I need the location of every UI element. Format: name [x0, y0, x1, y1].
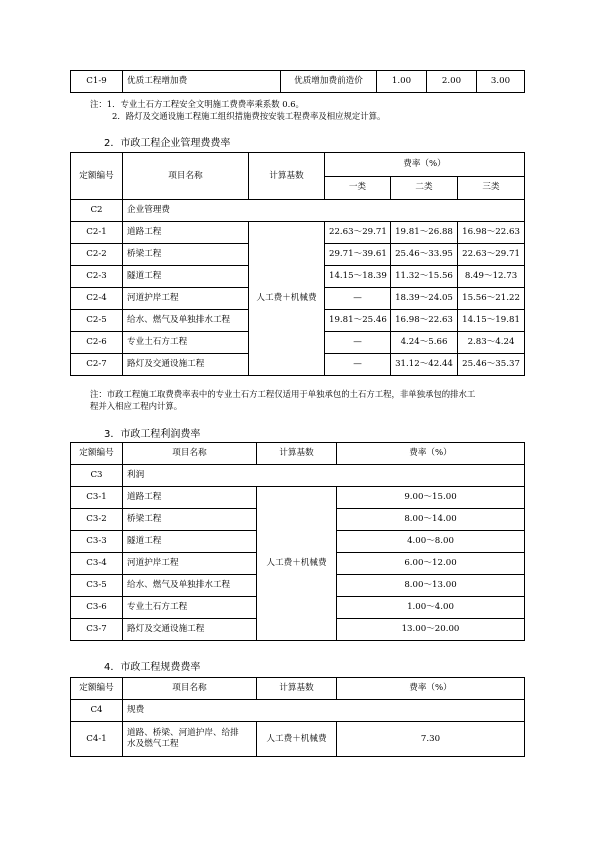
rate-cell: 1.00 — [377, 71, 427, 93]
name-cell: 路灯及交通设施工程 — [123, 354, 249, 376]
section-3-title: 3．市政工程利润费率 — [104, 429, 201, 440]
basis-cell: 人工费＋机械费 — [257, 487, 337, 641]
group-row — [71, 700, 525, 722]
group-code: C4 — [71, 700, 123, 722]
note-2 — [90, 388, 530, 412]
code-cell: C1-9 — [71, 71, 123, 93]
code-cell: C2-3 — [71, 266, 123, 288]
rate-cell: — — [325, 288, 391, 310]
rate-cell: 29.71～39.61 — [325, 244, 391, 266]
group-code: C2 — [71, 200, 123, 222]
header-class-1: 一类 — [325, 176, 391, 200]
rate-cell: 7.30 — [337, 722, 525, 757]
rate-cell: 19.81～25.46 — [325, 310, 391, 332]
rate-cell: 18.39～24.05 — [391, 288, 458, 310]
table-management-fee — [70, 152, 525, 376]
note-line: 注：1．专业土石方工程安全文明施工费费率乘系数 0.6。 — [90, 99, 304, 109]
header-code: 定额编号 — [71, 443, 123, 465]
table-row — [71, 487, 525, 509]
table-row — [71, 722, 525, 757]
code-cell: C3-2 — [71, 509, 123, 531]
rate-cell: 13.00～20.00 — [337, 619, 525, 641]
basis-cell: 人工费＋机械费 — [249, 222, 325, 376]
rate-cell: 11.32～15.56 — [391, 266, 458, 288]
name-cell: 给水、燃气及单独排水工程 — [123, 575, 257, 597]
name-cell: 给水、燃气及单独排水工程 — [123, 310, 249, 332]
header-class-3: 三类 — [458, 176, 525, 200]
note-line: 注：市政工程施工取费费率表中的专业土石方工程仅适用于单独承包的土石方工程，非单独承包的排水工 — [90, 389, 476, 399]
table-c1-tail — [70, 70, 525, 93]
rate-cell: 4.24～5.66 — [391, 332, 458, 354]
header-name: 项目名称 — [123, 678, 257, 700]
name-cell: 专业土石方工程 — [123, 597, 257, 619]
name-line: 水及燃气工程 — [127, 739, 179, 749]
note-line: 程并入相应工程内计算。 — [90, 401, 183, 411]
code-cell: C3-7 — [71, 619, 123, 641]
group-code: C3 — [71, 465, 123, 487]
header-basis: 计算基数 — [249, 153, 325, 200]
code-cell: C2-5 — [71, 310, 123, 332]
rate-cell: 15.56～21.22 — [458, 288, 525, 310]
rate-cell: 8.00～13.00 — [337, 575, 525, 597]
rate-cell: 1.00～4.00 — [337, 597, 525, 619]
name-cell: 隧道工程 — [123, 531, 257, 553]
rate-cell: 3.00 — [477, 71, 525, 93]
section-4-title: 4．市政工程规费费率 — [104, 662, 201, 673]
code-cell: C2-7 — [71, 354, 123, 376]
code-cell: C3-5 — [71, 575, 123, 597]
rate-cell: 2.83～4.24 — [458, 332, 525, 354]
name-cell: 道路工程 — [123, 487, 257, 509]
name-cell: 隧道工程 — [123, 266, 249, 288]
code-cell: C4-1 — [71, 722, 123, 757]
header-name: 项目名称 — [123, 443, 257, 465]
header-class-2: 二类 — [391, 176, 458, 200]
header-basis: 计算基数 — [257, 443, 337, 465]
name-cell: 道路工程 — [123, 222, 249, 244]
code-cell: C3-4 — [71, 553, 123, 575]
header-rate: 费率（%） — [325, 153, 525, 177]
rate-cell: 25.46～33.95 — [391, 244, 458, 266]
rate-cell: 14.15～18.39 — [325, 266, 391, 288]
rate-cell: — — [325, 354, 391, 376]
basis-cell: 人工费＋机械费 — [257, 722, 337, 757]
rate-cell: 22.63～29.71 — [458, 244, 525, 266]
group-row — [71, 200, 525, 222]
table-row — [71, 71, 525, 93]
header-row — [71, 443, 525, 465]
rate-cell: 16.98～22.63 — [458, 222, 525, 244]
code-cell: C2-2 — [71, 244, 123, 266]
rate-cell: 19.81～26.88 — [391, 222, 458, 244]
rate-cell: 4.00～8.00 — [337, 531, 525, 553]
header-code: 定额编号 — [71, 153, 123, 200]
group-row — [71, 465, 525, 487]
header-name: 项目名称 — [123, 153, 249, 200]
name-line: 道路、桥梁、河道护岸、给排 — [127, 728, 239, 738]
group-name: 利润 — [123, 465, 525, 487]
code-cell: C3-1 — [71, 487, 123, 509]
rate-cell: 25.46～35.37 — [458, 354, 525, 376]
rate-cell: 14.15～19.81 — [458, 310, 525, 332]
name-cell: 河道护岸工程 — [123, 553, 257, 575]
name-cell: 桥梁工程 — [123, 509, 257, 531]
note-line: 2．路灯及交通设施工程施工组织措施费按安装工程费率及相应规定计算。 — [112, 111, 386, 121]
note-1 — [90, 98, 530, 122]
header-basis: 计算基数 — [257, 678, 337, 700]
rate-cell: 31.12～42.44 — [391, 354, 458, 376]
table-fees-rate — [70, 677, 525, 757]
group-name: 规费 — [123, 700, 525, 722]
name-cell: 河道护岸工程 — [123, 288, 249, 310]
code-cell: C3-6 — [71, 597, 123, 619]
table-row — [71, 222, 525, 244]
rate-cell: 22.63～29.71 — [325, 222, 391, 244]
group-name: 企业管理费 — [123, 200, 525, 222]
table-profit-rate — [70, 442, 525, 641]
basis-cell: 优质增加费前造价 — [281, 71, 377, 93]
section-2-title: 2．市政工程企业管理费费率 — [104, 138, 231, 149]
header-rate: 费率（%） — [337, 678, 525, 700]
rate-cell: 2.00 — [427, 71, 477, 93]
rate-cell: 16.98～22.63 — [391, 310, 458, 332]
code-cell: C2-4 — [71, 288, 123, 310]
rate-cell: 8.00～14.00 — [337, 509, 525, 531]
name-cell: 桥梁工程 — [123, 244, 249, 266]
name-cell: 路灯及交通设施工程 — [123, 619, 257, 641]
name-cell: 优质工程增加费 — [123, 71, 281, 93]
header-row — [71, 153, 525, 177]
rate-cell: 9.00～15.00 — [337, 487, 525, 509]
header-rate: 费率（%） — [337, 443, 525, 465]
name-cell: 专业土石方工程 — [123, 332, 249, 354]
name-cell — [123, 722, 257, 757]
rate-cell: 6.00～12.00 — [337, 553, 525, 575]
code-cell: C3-3 — [71, 531, 123, 553]
code-cell: C2-6 — [71, 332, 123, 354]
rate-cell: — — [325, 332, 391, 354]
code-cell: C2-1 — [71, 222, 123, 244]
rate-cell: 8.49～12.73 — [458, 266, 525, 288]
header-row — [71, 678, 525, 700]
header-code: 定额编号 — [71, 678, 123, 700]
